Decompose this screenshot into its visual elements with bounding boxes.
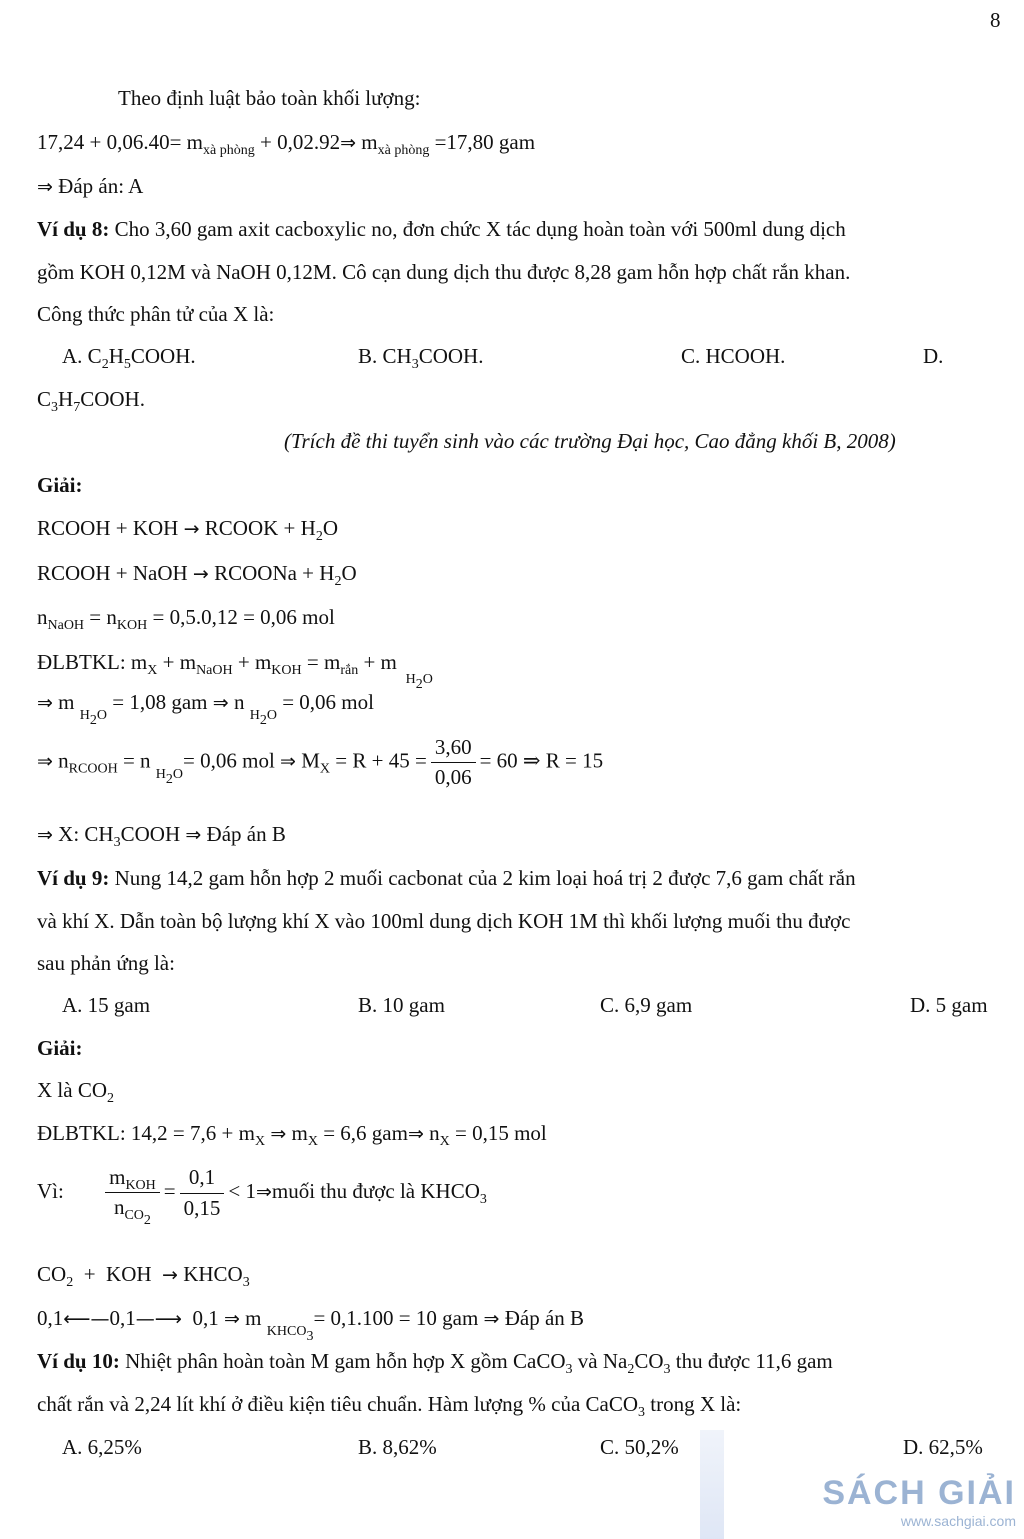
ex9-line-5: 0,1⟵—0,1—⟶ 0,1 ⇒ m $_{KHCO_3}$= 0,1.100 = 10 gam ⇒ Đáp án B: [37, 1306, 585, 1344]
right-arrow-icon: —⟶: [135, 1308, 182, 1330]
ex10-option-c: C. 50,2%: [600, 1435, 679, 1459]
ex8-eq-3: $n_{NaOH} = n_{KOH} = 0,5.0,12 = 0,06$ mol: [37, 605, 335, 633]
ex8-option-d-value: $C_3H_7COOH$.: [37, 387, 145, 415]
example-8-line-1: Ví dụ 8: Cho 3,60 gam axit cacboxylic no, đơn chức X tác dụng hoàn toàn với 500ml dung dịch: [37, 217, 846, 241]
watermark-decoration: [700, 1430, 724, 1539]
ex9-solution-heading: Giải:: [37, 1036, 83, 1060]
ex9-line-4: $CO_2$ + KOH → $KHCO_3$: [37, 1262, 250, 1290]
ex8-source: (Trích đề thi tuyển sinh vào các trường Đại học, Cao đẳng khối B, 2008): [284, 429, 896, 453]
ex8-eq-5: ⇒ m $_{H_2O}$ = 1,08 gam ⇒ n $_{H_2O}$ = 0,06 mol: [37, 690, 374, 728]
ex8-eq-7: ⇒ X: $CH_3COOH$ ⇒ Đáp án B: [37, 822, 286, 850]
example-10-line-1: Ví dụ 10: Nhiệt phân hoàn toàn M gam hỗn hợp X gồm CaCO$_3$ và $Na_2CO_3$ thu được 11,6 gam: [37, 1349, 833, 1377]
site-logo: [822, 1474, 1016, 1529]
example-9-line-1: Ví dụ 9: Nung 14,2 gam hỗn hợp 2 muối cacbonat của 2 kim loại hoá trị 2 được 7,6 gam chất rắn: [37, 866, 856, 890]
intro-line: Theo định luật bảo toàn khối lượng:: [118, 86, 421, 110]
ex8-eq-4: ĐLBTKL: $m_X + m_{NaOH} + m_{KOH} = m_{rắn} + m$ $_{H_2O}$: [37, 650, 433, 692]
example-8-line-3: Công thức phân tử của X là:: [37, 302, 275, 326]
ex9-option-b: B. 10 gam: [358, 993, 445, 1017]
molar-mass-fraction: $\frac{3,60}{0,06}$: [431, 735, 476, 790]
ex10-option-b: B. 8,62%: [358, 1435, 437, 1459]
example-10-line-2: chất rắn và 2,24 lít khí ở điều kiện tiêu chuẩn. Hàm lượng % của CaCO$_3$ trong X là:: [37, 1392, 742, 1420]
page-number: 8: [990, 8, 1001, 32]
ex10-option-d: D. 62,5%: [903, 1435, 983, 1459]
ex8-eq-6: ⇒ $n_{RCOOH} = n$ $_{H_2O}$= 0,06 mol ⇒ $M_X = R + 45$ = $\frac{3,60}{0,06}$ = 60 ⇒ R = 15: [37, 735, 604, 790]
logo-url: www.sachgiai.com: [900, 1513, 1016, 1529]
ex8-solution-heading: Giải:: [37, 473, 83, 497]
logo-brand: SÁCH GIẢI: [822, 1474, 1016, 1512]
ex9-option-c: C. 6,9 gam: [600, 993, 693, 1017]
ex10-option-a: A. 6,25%: [62, 1435, 142, 1459]
ratio-fraction-1: $\frac{m_{KOH}}{n_{CO_2}}$: [105, 1165, 160, 1221]
ex9-ratio-line: Vì: $\frac{m_{KOH}}{n_{CO_2}}$ = $\frac{0,1}{0,15}$ < 1⇒muối thu được là $KHCO_3$: [37, 1165, 487, 1229]
ex9-option-a: A. 15 gam: [62, 993, 151, 1017]
mass-calc-line: $17,24 + 0,06.40= m_{xà phòng}$ + 0,02.92⇒ $m_{xà phòng} =17,80$ gam: [37, 130, 536, 158]
ex9-line-2: ĐLBTKL: $14,2 = 7,6 + m_X$ ⇒ $m_X = 6,6$ gam⇒ $n_X = 0,15$ mol: [37, 1121, 547, 1149]
ratio-fraction-2: $\frac{0,1}{0,15}$: [180, 1165, 225, 1220]
implies-arrow-icon: ⇒: [340, 132, 357, 154]
ex9-option-d: D. 5 gam: [910, 993, 988, 1017]
answer-line: ⇒ Đáp án: A: [37, 174, 144, 198]
ex8-option-a: A. $C_2H_5COOH$.: [62, 344, 196, 372]
ex8-option-b: B. $CH_3COOH$.: [358, 344, 484, 372]
example-9-line-2: và khí X. Dẫn toàn bộ lượng khí X vào 100ml dung dịch KOH 1M thì khối lượng muối thu được: [37, 909, 851, 933]
ex8-eq-1: RCOOH + KOH → RCOOK + $H_2O$: [37, 516, 338, 544]
ex8-option-c: C. HCOOH.: [681, 344, 786, 368]
example-9-line-3: sau phản ứng là:: [37, 951, 175, 975]
example-8-line-2: gồm KOH 0,12M và NaOH 0,12M. Cô cạn dung dịch thu được 8,28 gam hỗn hợp chất rắn khan.: [37, 260, 851, 284]
ex9-line-1: X là $CO_2$: [37, 1078, 114, 1106]
left-arrow-icon: ⟵—: [63, 1308, 110, 1330]
ex8-option-d: D.: [923, 344, 944, 368]
implies-arrow-icon: ⇒: [37, 176, 53, 198]
ex8-eq-2: RCOOH + NaOH → RCOONa + $H_2O$: [37, 561, 357, 589]
